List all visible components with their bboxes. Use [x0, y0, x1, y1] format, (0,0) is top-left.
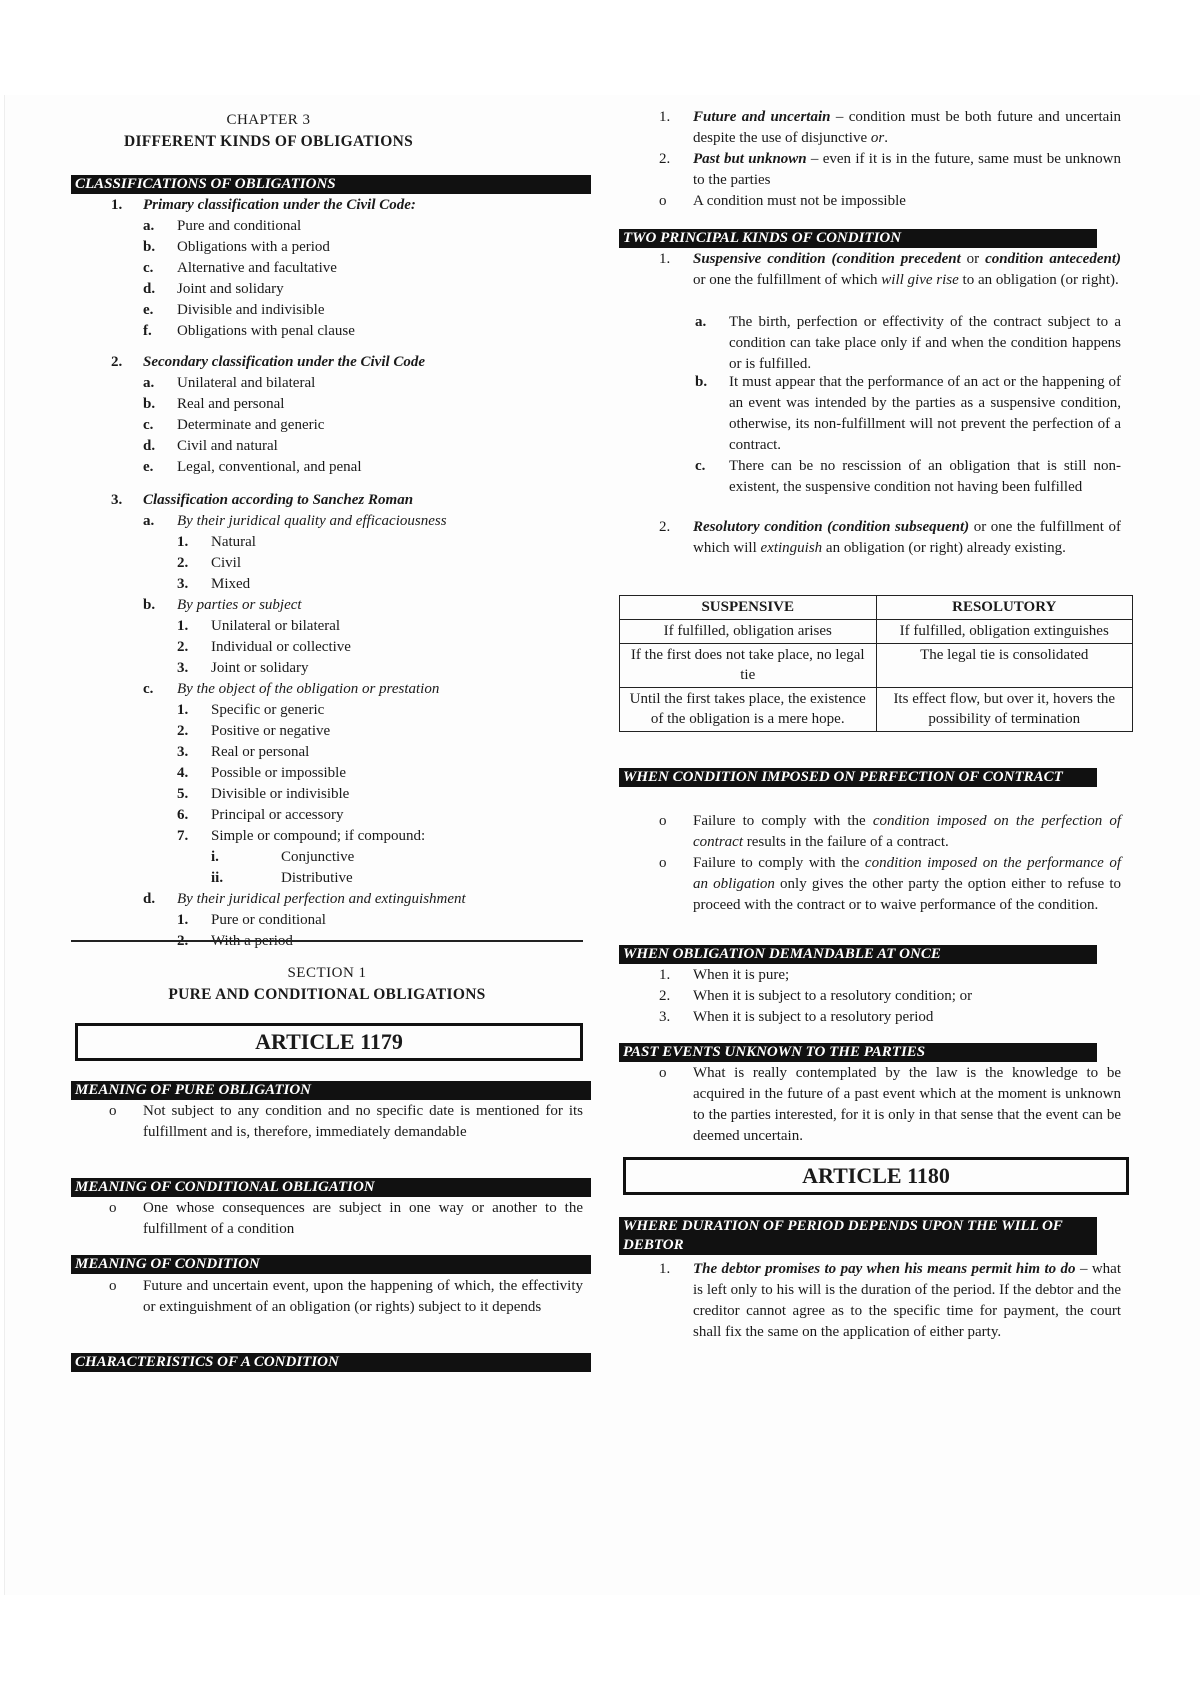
secondary-classification — [111, 352, 581, 373]
section-header-classifications: CLASSIFICATIONS OF OBLIGATIONS — [71, 175, 591, 194]
list-marker: e. — [143, 302, 154, 318]
past-events-text: o What is really contemplated by the law is the knowledge to be acquired in the future of a past event which at the moment is unknown to the parties interested, for it is only in that sense that the event can be deemed uncertain. — [659, 1065, 1121, 1144]
bullet: o — [659, 193, 667, 209]
table-header-row — [620, 596, 1133, 620]
list-marker: c. — [695, 458, 706, 474]
list-item-text: Possible or impossible — [211, 765, 347, 781]
list-marker: b. — [695, 374, 708, 390]
suspensive-a: a. The birth, perfection or effectivity of the contract subject to a condition can take place only if and when the condition happens or is fulfilled. — [695, 314, 1121, 372]
list-item — [143, 258, 573, 279]
list-item-text: Individual or collective — [211, 639, 351, 655]
list-item — [177, 532, 583, 553]
list-item — [177, 742, 583, 763]
list-item — [143, 373, 573, 394]
section-header-demandable: WHEN OBLIGATION DEMANDABLE AT ONCE — [619, 945, 1097, 964]
conditional-obligation-text: o One whose consequences are subject in one way or another to the fulfillment of a condition — [109, 1200, 583, 1237]
table-cell: Its effect flow, but over it, hovers the possibility of termination — [876, 688, 1133, 732]
section-header-conditional: MEANING OF CONDITIONAL OBLIGATION — [71, 1178, 591, 1197]
section-title: PURE AND CONDITIONAL OBLIGATIONS — [168, 986, 486, 1003]
list-item-text: Positive or negative — [211, 723, 331, 739]
table-cell: The legal tie is consolidated — [876, 644, 1133, 688]
characteristic-1: 1. Future and uncertain – condition must be both future and uncertain despite the use of disjunctive or. — [659, 109, 1121, 146]
list-marker: c. — [143, 417, 154, 433]
table-header-cell: SUSPENSIVE — [620, 596, 877, 620]
sub-heading — [143, 595, 583, 616]
perfection-point-1: o Failure to comply with the condition imposed on the perfection of contract results in the failure of a contract. — [659, 813, 1122, 850]
list-marker: 2. — [177, 555, 189, 571]
section-header-characteristics: CHARACTERISTICS OF A CONDITION — [71, 1353, 591, 1372]
list-item-text: Determinate and generic — [177, 417, 325, 433]
list-item — [143, 436, 573, 457]
list-marker: ii. — [211, 870, 224, 886]
document-page — [4, 95, 1200, 1595]
article-1180-box: ARTICLE 1180 — [623, 1157, 1129, 1195]
bullet: o — [109, 1103, 117, 1119]
list-item — [143, 216, 573, 237]
characteristic-3: o A condition must not be impossible — [693, 191, 1121, 212]
bullet: o — [659, 813, 667, 829]
list-marker: 3. — [659, 1009, 671, 1025]
list-marker: 1. — [177, 702, 189, 718]
sanchez-classification — [111, 490, 581, 511]
list-marker: 7. — [177, 828, 189, 844]
sub-heading — [143, 511, 583, 532]
list-item — [177, 805, 583, 826]
list-marker: d. — [143, 281, 156, 297]
list-marker: 2. — [177, 723, 189, 739]
list-marker: 2. — [177, 639, 189, 655]
bullet: o — [109, 1278, 117, 1294]
list-item-text: By their juridical quality and efficaciousness — [177, 513, 447, 529]
list-item-text: Conjunctive — [281, 849, 355, 865]
list-item — [177, 574, 583, 595]
list-marker: b. — [143, 396, 156, 412]
list-item-text: By parties or subject — [177, 597, 302, 613]
suspensive-b: b. It must appear that the performance of an act or the happening of an event was intended by the parties as a suspensive condition, otherwise, its non-fulfillment will not prevent the perfection of a contract. — [695, 374, 1121, 453]
list-marker: c. — [143, 260, 154, 276]
list-number: 3. — [111, 492, 123, 508]
list-item-text: When it is subject to a resolutory condition; or — [693, 988, 973, 1004]
list-item — [659, 965, 1121, 986]
list-item-text: Real and personal — [177, 396, 285, 412]
list-item — [143, 394, 573, 415]
list-number: 1. — [659, 109, 671, 125]
list-item-text: By the object of the obligation or prestation — [177, 681, 440, 697]
list-item — [177, 700, 583, 721]
list-item-text: Civil and natural — [177, 438, 278, 454]
list-marker: 1. — [177, 618, 189, 634]
duration-point: 1. The debtor promises to pay when his means permit him to do – what is left only to his will is the duration of the period. If the debtor and the creditor cannot agree as to the specific time for payment, the court shall fix the same on the application of either party. — [659, 1261, 1121, 1340]
list-item-text: Divisible or indivisible — [211, 786, 350, 802]
list-item-text: When it is subject to a resolutory period — [693, 1009, 934, 1025]
list-item — [177, 763, 583, 784]
list-item-text: With a period — [211, 933, 293, 949]
list-marker: d. — [143, 891, 156, 907]
list-marker: a. — [143, 375, 155, 391]
list-number: 1. — [111, 197, 123, 213]
section-header-condition: MEANING OF CONDITION — [71, 1255, 591, 1274]
list-item-text: When it is pure; — [693, 967, 790, 983]
sanchez-list — [143, 511, 583, 952]
primary-list — [143, 216, 573, 342]
list-marker: 2. — [177, 933, 189, 949]
list-item — [177, 553, 583, 574]
list-item-text: Joint or solidary — [211, 660, 309, 676]
list-item — [177, 826, 583, 847]
list-marker: 4. — [177, 765, 189, 781]
list-item-text: Obligations with a period — [177, 239, 330, 255]
list-marker: a. — [695, 314, 707, 330]
section-header-perfection: WHEN CONDITION IMPOSED ON PERFECTION OF CONTRACT — [619, 768, 1097, 787]
section-label: SECTION 1 — [287, 965, 367, 981]
list-item-text: Obligations with penal clause — [177, 323, 355, 339]
list-item-text: Specific or generic — [211, 702, 325, 718]
list-item-text: Pure or conditional — [211, 912, 326, 928]
list-marker: 5. — [177, 786, 189, 802]
condition-text: o Future and uncertain event, upon the happening of which, the effectivity or extinguishment of an obligation (or rights) subject to it depends — [109, 1278, 583, 1315]
divider — [71, 940, 583, 942]
list-item — [211, 847, 583, 868]
list-item-text: Distributive — [281, 870, 353, 886]
list-item — [143, 457, 573, 478]
list-marker: d. — [143, 438, 156, 454]
list-marker: a. — [143, 513, 155, 529]
article-1179-box: ARTICLE 1179 — [75, 1023, 583, 1061]
section-header-two-kinds: TWO PRINCIPAL KINDS OF CONDITION — [619, 229, 1097, 248]
list-item-text: Unilateral and bilateral — [177, 375, 316, 391]
list-item-text: Joint and solidary — [177, 281, 284, 297]
list-item-text: Real or personal — [211, 744, 310, 760]
list-item — [143, 279, 573, 300]
list-title: Secondary classification under the Civil Code — [143, 354, 426, 370]
list-number: 2. — [111, 354, 123, 370]
list-marker: e. — [143, 459, 154, 475]
table-row — [620, 644, 1133, 688]
list-marker: 1. — [659, 967, 671, 983]
list-item — [659, 1007, 1121, 1028]
list-item-text: Alternative and facultative — [177, 260, 337, 276]
pure-obligation-text: o Not subject to any condition and no specific date is mentioned for its fulfillment and is, therefore, immediately demandable — [109, 1103, 583, 1140]
list-marker: a. — [143, 218, 155, 234]
sub-heading — [143, 889, 583, 910]
table-cell: If fulfilled, obligation arises — [620, 620, 877, 644]
list-item-text: By their juridical perfection and extinguishment — [177, 891, 466, 907]
chapter-title: DIFFERENT KINDS OF OBLIGATIONS — [123, 133, 414, 150]
sub-heading — [143, 679, 583, 700]
list-title: Primary classification under the Civil Code: — [143, 197, 416, 213]
section-header-past-events: PAST EVENTS UNKNOWN TO THE PARTIES — [619, 1043, 1097, 1062]
list-number: 1. — [659, 1261, 671, 1277]
section-header-duration: WHERE DURATION OF PERIOD DEPENDS UPON THE WILL OF DEBTOR — [619, 1217, 1097, 1255]
primary-classification — [111, 195, 581, 216]
list-marker: b. — [143, 239, 156, 255]
secondary-list — [143, 373, 573, 478]
list-marker: f. — [143, 323, 152, 339]
list-item — [211, 868, 583, 889]
list-item-text: Simple or compound; if compound: — [211, 828, 426, 844]
list-item — [177, 658, 583, 679]
list-item — [177, 721, 583, 742]
table-row — [620, 620, 1133, 644]
list-marker: i. — [211, 849, 219, 865]
list-item-text: Divisible and indivisible — [177, 302, 325, 318]
bullet: o — [109, 1200, 117, 1216]
list-marker: c. — [143, 681, 154, 697]
list-number: 2. — [659, 151, 671, 167]
list-item — [143, 237, 573, 258]
list-item — [659, 986, 1121, 1007]
list-marker: 1. — [177, 912, 189, 928]
list-title: Classification according to Sanchez Roman — [143, 492, 414, 508]
list-marker: 6. — [177, 807, 189, 823]
list-item — [143, 300, 573, 321]
characteristic-2: 2. Past but unknown – even if it is in the future, same must be unknown to the parties — [659, 151, 1121, 188]
list-marker: b. — [143, 597, 156, 613]
list-marker: 3. — [177, 660, 189, 676]
list-item — [177, 616, 583, 637]
list-item-text: Legal, conventional, and penal — [177, 459, 362, 475]
table-header-cell: RESOLUTORY — [876, 596, 1133, 620]
table-cell: Until the first takes place, the existence of the obligation is a mere hope. — [620, 688, 877, 732]
list-item-text: Unilateral or bilateral — [211, 618, 341, 634]
list-number: 2. — [659, 519, 671, 535]
suspensive-c: c. There can be no rescission of an obligation that is still non-existent, the suspensive condition not having been fulfilled — [695, 458, 1121, 495]
demandable-list — [659, 965, 1121, 1028]
list-marker: 3. — [177, 744, 189, 760]
bullet: o — [659, 855, 667, 871]
list-item-text: Principal or accessory — [211, 807, 344, 823]
list-item-text: Civil — [211, 555, 242, 571]
suspensive-resolutory-table — [619, 595, 1133, 732]
list-item-text: Natural — [211, 534, 256, 550]
list-item — [177, 910, 583, 931]
list-marker: 1. — [177, 534, 189, 550]
section-header-pure: MEANING OF PURE OBLIGATION — [71, 1081, 591, 1100]
chapter-label: CHAPTER 3 — [226, 112, 311, 128]
list-item — [143, 415, 573, 436]
list-item-text: Pure and conditional — [177, 218, 302, 234]
suspensive-condition: 1. Suspensive condition (condition precedent or condition antecedent) or one the fulfillment of which will give rise to an obligation (or right). — [659, 251, 1121, 288]
comparison-table — [619, 595, 1133, 732]
list-item-text: Mixed — [211, 576, 251, 592]
table-cell: If fulfilled, obligation extinguishes — [876, 620, 1133, 644]
list-item — [143, 321, 573, 342]
list-marker: 2. — [659, 988, 671, 1004]
resolutory-condition: 2. Resolutory condition (condition subsequent) or one the fulfillment of which will extinguish an obligation (or right) already existing. — [659, 519, 1121, 556]
table-cell: If the first does not take place, no legal tie — [620, 644, 877, 688]
perfection-point-2: o Failure to comply with the condition imposed on the performance of an obligation only gives the other party the option either to refuse to proceed with the contract or to waive performance of the condition. — [659, 855, 1121, 913]
table-row — [620, 688, 1133, 732]
list-item — [177, 637, 583, 658]
list-item — [177, 784, 583, 805]
list-number: 1. — [659, 251, 671, 267]
list-marker: 3. — [177, 576, 189, 592]
bullet: o — [659, 1065, 667, 1081]
